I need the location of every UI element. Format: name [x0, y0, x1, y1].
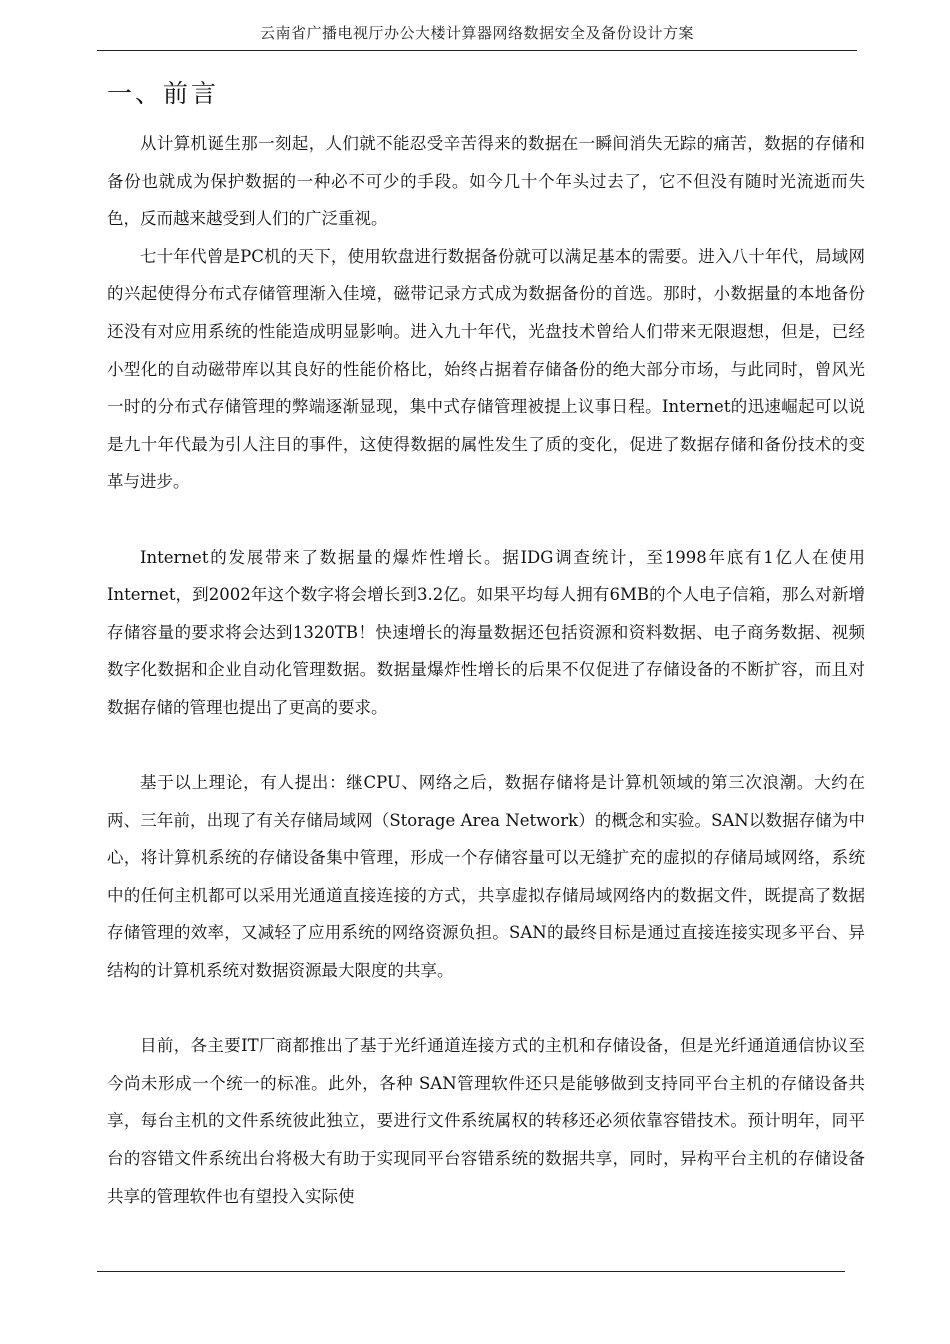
- paragraph-4: 基于以上理论，有人提出：继CPU、网络之后，数据存储将是计算机领域的第三次浪潮。大约在两、三年前，出现了有关存储局域网（Storage Area Network）的概念和实验。SAN以数据存储为中心，将计算机系统的存储设备集中管理，形成一个存储容量可以无缝扩充的虚拟的存储局域网络，系统中的任何主机都可以采用光通道直接连接的方式，共享虚拟存储局域网络内的数据文件，既提高了数据存储管理的效率，又减轻了应用系统的网络资源负担。SAN的最终目标是通过直接连接实现多平台、异结构的计算机系统对数据资源最大限度的共享。: [107, 773, 865, 981]
- paragraph-1: 从计算机诞生那一刻起，人们就不能忍受辛苦得来的数据在一瞬间消失无踪的痛苦，数据的存储和备份也就成为保护数据的一种必不可少的手段。如今几十个年头过去了，它不但没有随时光流逝而失色，反而越来越受到人们的广泛重视。: [107, 134, 865, 229]
- section-title: 一、前言: [107, 79, 220, 108]
- body-text: [107, 125, 865, 1215]
- paragraph-3: Internet的发展带来了数据量的爆炸性增长。据IDG调查统计，至1998年底有1亿人在使用Internet，到2002年这个数字将会增长到3.2亿。如果平均每人拥有6MB的个人电子信箱，那么对新增存储容量的要求将会达到1320TB！快速增长的海量数据还包括资源和资料数据、电子商务数据、视频数字化数据和企业自动化管理数据。数据量爆炸性增长的后果不仅促进了存储设备的不断扩容，而且对数据存储的管理也提出了更高的要求。: [107, 547, 865, 717]
- paragraph-2: 七十年代曾是PC机的天下，使用软盘进行数据备份就可以满足基本的需要。进入八十年代，局域网的兴起使得分布式存储管理渐入佳境，磁带记录方式成为数据备份的首选。那时，小数据量的本地备份还没有对应用系统的性能造成明显影响。进入九十年代，光盘技术曾给人们带来无限遐想，但是，已经小型化的自动磁带库以其良好的性能价格比，始终占据着存储备份的绝大部分市场，与此同时，曾风光一时的分布式存储管理的弊端逐渐显现，集中式存储管理被提上议事日程。Internet的迅速崛起可以说是九十年代最为引人注目的事件，这使得数据的属性发生了质的变化，促进了数据存储和备份技术的变革与进步。: [107, 246, 865, 492]
- running-header: 云南省广播电视厅办公大楼计算器网络数据安全及备份设计方案: [259, 24, 694, 42]
- header-rule: [97, 50, 857, 51]
- footer-rule: [97, 1271, 845, 1272]
- paragraph-5: 目前，各主要IT厂商都推出了基于光纤通道连接方式的主机和存储设备，但是光纤通道通信协议至今尚未形成一个统一的标准。此外，各种 SAN管理软件还只是能够做到支持同平台主机的存储设备共享，每台主机的文件系统彼此独立，要进行文件系统属权的转移还必须依靠容错技术。预计明年，同平台的容错文件系统出台将极大有助于实现同平台容错系统的数据共享，同时，异构平台主机的存储设备共享的管理软件也有望投入实际使: [107, 1036, 865, 1206]
